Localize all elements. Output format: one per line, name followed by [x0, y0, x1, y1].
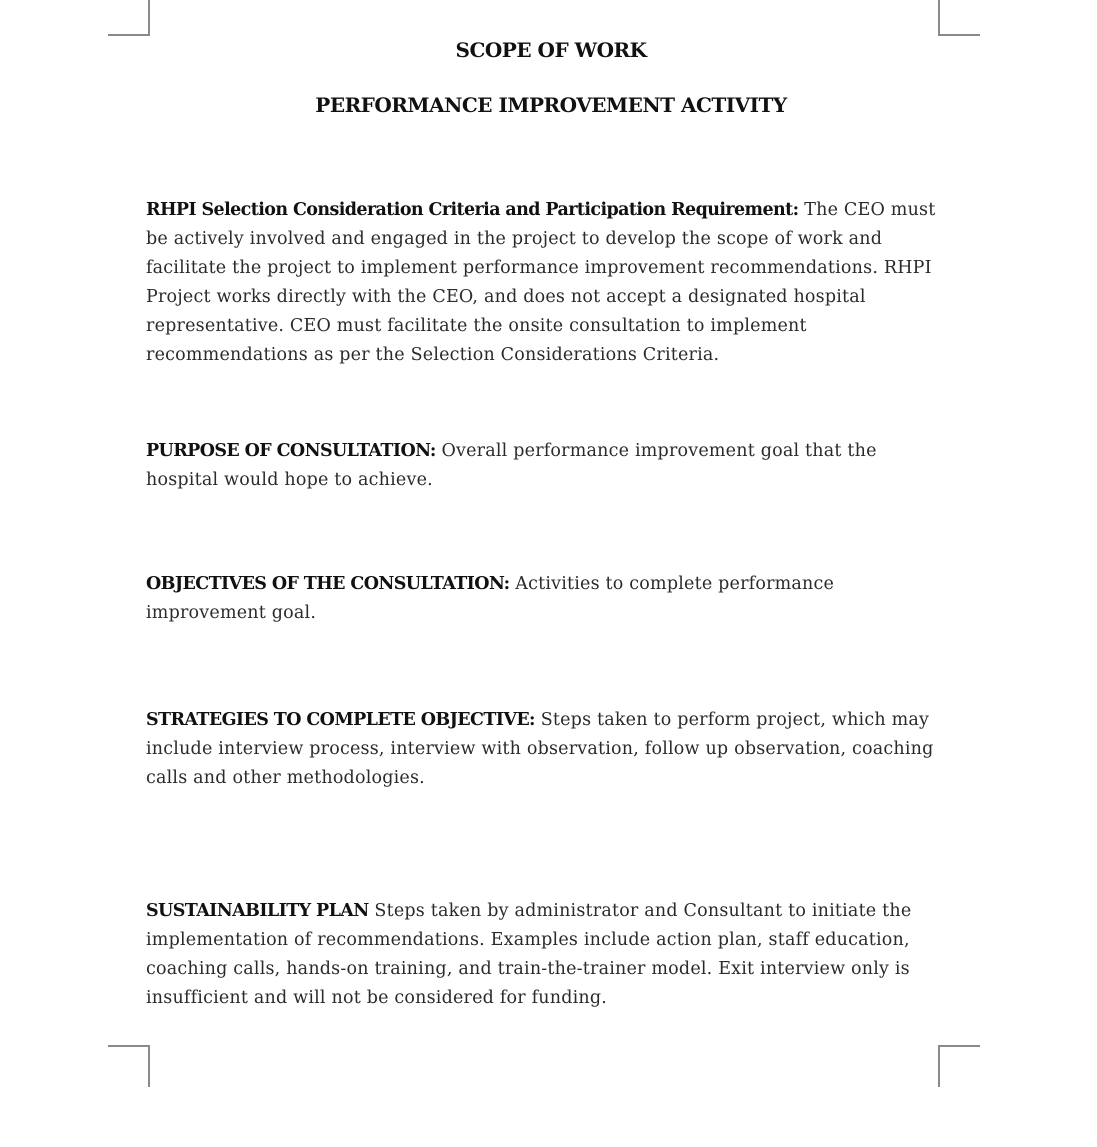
- document-title: SCOPE OF WORK: [455, 38, 647, 62]
- section-purpose: [146, 437, 941, 495]
- section-sustainability-plan: [146, 897, 941, 1013]
- section-heading: RHPI Selection Consideration Criteria and Participation Requirement:: [146, 200, 799, 220]
- document-subtitle: PERFORMANCE IMPROVEMENT ACTIVITY: [315, 93, 787, 117]
- section-heading: PURPOSE OF CONSULTATION:: [146, 441, 436, 461]
- section-heading: OBJECTIVES OF THE CONSULTATION:: [146, 574, 510, 594]
- page-corner-mark-top-right: [938, 0, 980, 36]
- section-objectives: [146, 570, 941, 628]
- section-body: Activities to complete performance improvement goal.: [146, 574, 835, 623]
- section-body: Steps taken by administrator and Consultant to initiate the implementation of recommendations. Examples include action plan, staff education, coaching calls, hands-on training, and train-the-trainer model. Exit interview only is insufficient and will not be considered for funding.: [146, 901, 912, 1008]
- page-corner-mark-top-left: [108, 0, 150, 36]
- section-body: The CEO must be actively involved and engaged in the project to develop the scope of work and facilitate the project to implement performance improvement recommendations. RHPI Project works directly with the CEO, and does not accept a designated hospital representative. CEO must facilitate the onsite consultation to implement recommendations as per the Selection Considerations Criteria.: [146, 200, 936, 365]
- section-body: Steps taken to perform project, which may include interview process, interview with observation, follow up observation, coaching calls and other methodologies.: [146, 710, 934, 788]
- section-strategies: [146, 706, 941, 793]
- section-heading: SUSTAINABILITY PLAN: [146, 901, 369, 921]
- section-heading: STRATEGIES TO COMPLETE OBJECTIVE:: [146, 710, 535, 730]
- page-corner-mark-bottom-right: [938, 1045, 980, 1087]
- page-corner-mark-bottom-left: [108, 1045, 150, 1087]
- section-selection-criteria: [146, 196, 941, 370]
- section-body: Overall performance improvement goal that the hospital would hope to achieve.: [146, 441, 877, 490]
